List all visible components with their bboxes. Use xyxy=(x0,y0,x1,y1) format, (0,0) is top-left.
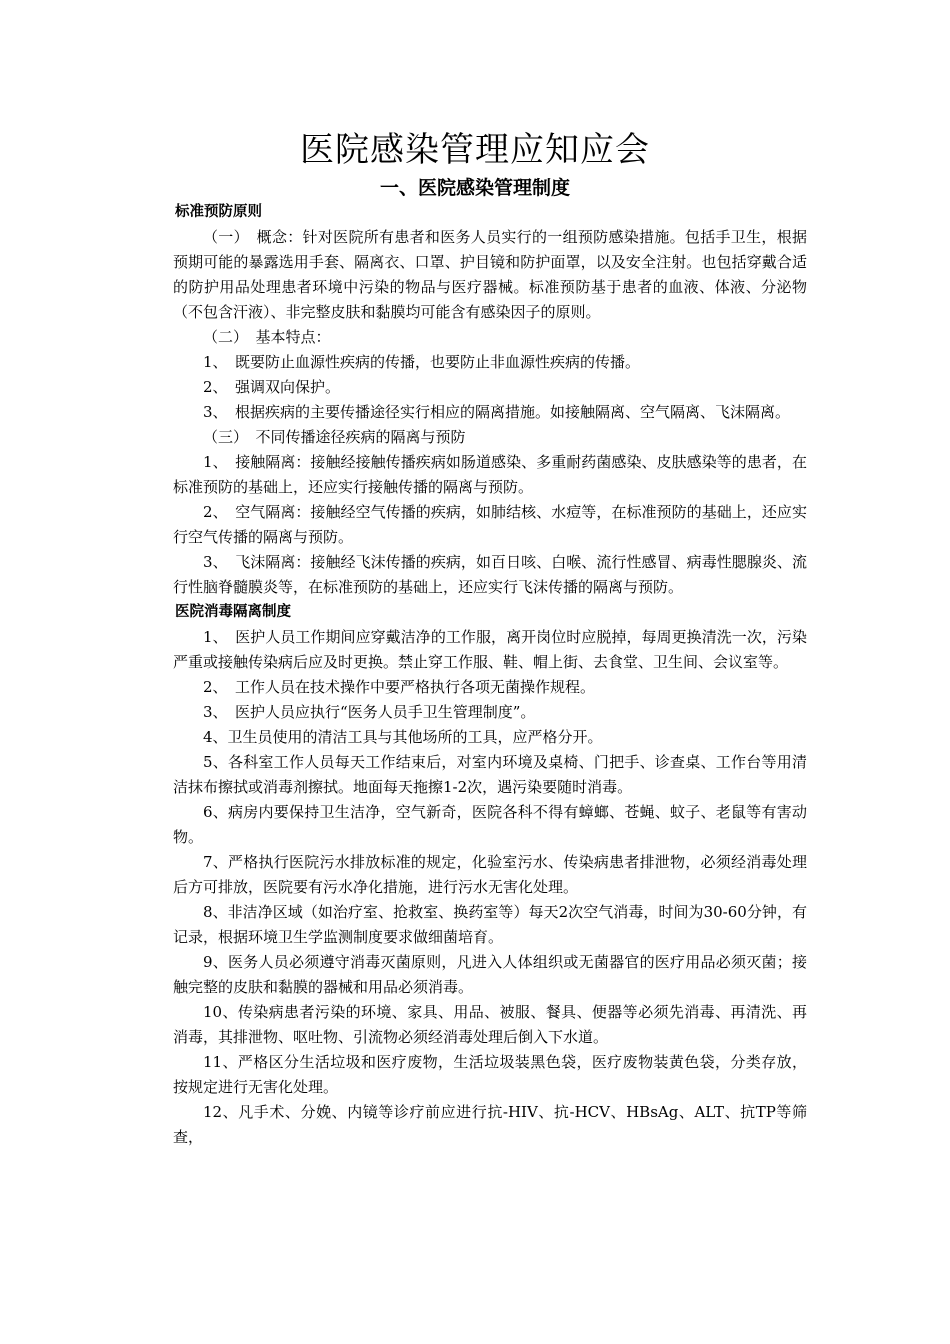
paragraph: （一） 概念：针对医院所有患者和医务人员实行的一组预防感染措施。包括手卫生，根据预期可能的暴露选用手套、隔离衣、口罩、护目镜和防护面罩，以及安全注射。也包括穿戴合适的防护用品处理患者环境中污染的物品与医疗器械。标准预防基于患者的血液、体液、分泌物（不包含汗液）、非完整皮肤和黏膜均可能含有感染因子的原则。 xyxy=(173,228,807,321)
paragraph: 11、严格区分生活垃圾和医疗废物，生活垃圾装黑色袋，医疗废物装黄色袋，分类存放，按规定进行无害化处理。 xyxy=(173,1053,807,1096)
paragraph: 3、 根据疾病的主要传播途径实行相应的隔离措施。如接触隔离、空气隔离、飞沫隔离。 xyxy=(203,403,791,421)
paragraph: 6、病房内要保持卫生洁净，空气新奇，医院各科不得有蟑螂、苍蝇、蚊子、老鼠等有害动物。 xyxy=(173,803,807,846)
paragraph: 12、凡手术、分娩、内镜等诊疗前应进行抗-HIV、抗-HCV、HBsAg、ALT、抗TP等筛查， xyxy=(173,1103,807,1146)
paragraph: （三） 不同传播途径疾病的隔离与预防 xyxy=(203,428,466,446)
document-body xyxy=(173,200,807,1150)
paragraph: 5、各科室工作人员每天工作结束后，对室内环境及桌椅、门把手、诊查桌、工作台等用清洁抹布擦拭或消毒剂擦拭。地面每天拖擦1-2次，遇污染要随时消毒。 xyxy=(173,753,807,796)
paragraph: 3、 医护人员应执行“医务人员手卫生管理制度”。 xyxy=(203,703,536,721)
paragraph: 1、 接触隔离：接触经接触传播疾病如肠道感染、多重耐药菌感染、皮肤感染等的患者，在标准预防的基础上，还应实行接触传播的隔离与预防。 xyxy=(173,453,807,496)
paragraph: 2、 工作人员在技术操作中要严格执行各项无菌操作规程。 xyxy=(203,678,596,696)
document-subtitle: 一、医院感染管理制度 xyxy=(379,177,570,199)
paragraph: 10、传染病患者污染的环境、家具、用品、被服、餐具、便器等必须先消毒、再清洗、再消毒，其排泄物、呕吐物、引流物必须经消毒处理后倒入下水道。 xyxy=(173,1003,807,1046)
paragraph: 7、严格执行医院污水排放标准的规定，化验室污水、传染病患者排泄物，必须经消毒处理后方可排放，医院要有污水净化措施，进行污水无害化处理。 xyxy=(173,853,807,896)
paragraph: 9、医务人员必须遵守消毒灭菌原则，凡进入人体组织或无菌器官的医疗用品必须灭菌；接触完整的皮肤和黏膜的器械和用品必须消毒。 xyxy=(173,953,807,996)
paragraph: 1、 既要防止血源性疾病的传播，也要防止非血源性疾病的传播。 xyxy=(203,353,641,371)
paragraph: 2、 空气隔离：接触经空气传播的疾病，如肺结核、水痘等，在标准预防的基础上，还应实行空气传播的隔离与预防。 xyxy=(173,503,807,546)
section-heading-disinfection-isolation: 医院消毒隔离制度 xyxy=(175,604,291,620)
paragraph: 3、 飞沫隔离：接触经飞沫传播的疾病，如百日咳、白喉、流行性感冒、病毒性腮腺炎、流行性脑脊髓膜炎等，在标准预防的基础上，还应实行飞沫传播的隔离与预防。 xyxy=(173,553,807,596)
paragraph: （二） 基本特点： xyxy=(203,328,331,346)
paragraph: 4、卫生员使用的清洁工具与其他场所的工具，应严格分开。 xyxy=(203,728,603,746)
paragraph: 8、非洁净区域（如治疗室、抢救室、换药室等）每天2次空气消毒，时间为30-60分钟，有记录，根据环境卫生学监测制度要求做细菌培育。 xyxy=(173,903,807,946)
document-title: 医院感染管理应知应会 xyxy=(300,130,650,170)
paragraph: 1、 医护人员工作期间应穿戴洁净的工作服，离开岗位时应脱掉，每周更换清洗一次，污染严重或接触传染病后应及时更换。禁止穿工作服、鞋、帽上街、去食堂、卫生间、会议室等。 xyxy=(173,628,807,671)
paragraph: 2、 强调双向保护。 xyxy=(203,378,341,396)
section-heading-standard-precautions: 标准预防原则 xyxy=(175,204,262,220)
